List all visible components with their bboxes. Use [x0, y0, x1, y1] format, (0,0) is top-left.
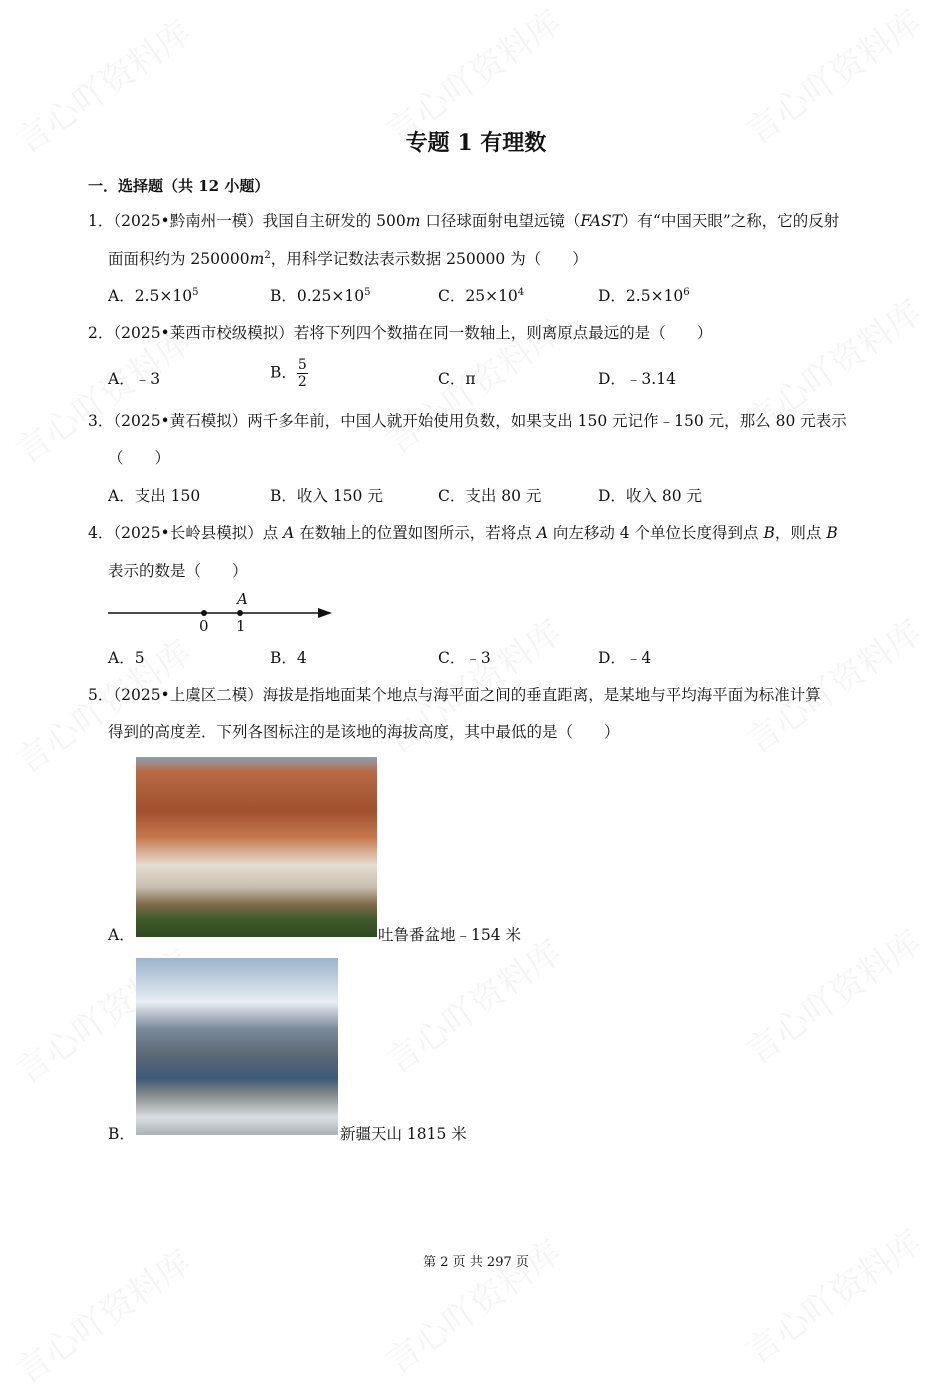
- tick-label-1: 1: [236, 617, 246, 635]
- option-b[interactable]: B． 新疆天山 1815 米: [108, 1125, 467, 1143]
- option-c[interactable]: C．$25\times 10^4$: [438, 287, 525, 305]
- number-line: [106, 592, 336, 636]
- question-1-line-1: 1．（2025•黔南州一模）我国自主研发的 500m 口径球面射电望远镜（FAST）有“中国天眼”之称，它的反射: [88, 212, 840, 230]
- tianshan-mountain-image: [136, 958, 338, 1135]
- option-a[interactable]: A．支出 150: [108, 487, 201, 505]
- option-d[interactable]: D．﹣3.14: [598, 370, 676, 388]
- section-heading: 一．选择题（共 12 小题）: [88, 177, 270, 195]
- option-b[interactable]: B．4: [270, 649, 307, 667]
- point-label-a: A: [237, 590, 248, 608]
- watermark: [374, 926, 569, 1083]
- option-b[interactable]: B．收入 150 元: [270, 487, 383, 505]
- question-4-line-1: 4．（2025•长岭县模拟）点 A 在数轴上的位置如图所示，若将点 A 向左移动 4 个单位长度得到点 B，则点 B: [88, 524, 838, 542]
- option-a[interactable]: A． 吐鲁番盆地﹣154 米: [108, 926, 522, 944]
- option-a[interactable]: A．﹣3: [108, 370, 161, 388]
- option-b[interactable]: B． $\frac{5}{2}$: [270, 357, 307, 390]
- option-d[interactable]: D．$2.5\times 10^6$: [598, 287, 690, 305]
- watermark: [734, 1216, 929, 1373]
- watermark: [734, 916, 929, 1073]
- option-c[interactable]: C．π: [438, 370, 476, 388]
- question-1-line-2: 面面积约为 $250000m^2$，用科学记数法表示数据 250000 为（ ）: [108, 250, 588, 268]
- question-3-line-1: 3．（2025•黄石模拟）两千多年前，中国人就开始使用负数，如果支出 150 元记作﹣150 元，那么 80 元表示: [88, 412, 847, 430]
- option-a[interactable]: A．5: [108, 649, 145, 667]
- fraction: $\frac{5}{2}$: [297, 357, 307, 390]
- tick-label-0: 0: [199, 617, 209, 635]
- question-5-line-2: 得到的高度差．下列各图标注的是该地的海拔高度，其中最低的是（ ）: [108, 723, 620, 741]
- page-title: 专题 1 有理数: [405, 130, 547, 156]
- option-d[interactable]: D．﹣4: [598, 649, 652, 667]
- question-5-line-1: 5．（2025•上虞区二模）海拔是指地面某个地点与海平面之间的垂直距离，是某地与平均海平面为标准计算: [88, 686, 821, 704]
- option-c[interactable]: C．﹣3: [438, 649, 491, 667]
- arrow-icon: [318, 608, 332, 618]
- turpan-basin-image: [136, 757, 377, 937]
- option-d[interactable]: D．收入 80 元: [598, 487, 703, 505]
- watermark: [374, 1226, 569, 1383]
- option-b[interactable]: B．$0.25\times 10^5$: [270, 287, 371, 305]
- option-c[interactable]: C．支出 80 元: [438, 487, 542, 505]
- option-a[interactable]: A．$2.5\times 10^5$: [108, 287, 199, 305]
- question-2-line-1: 2．（2025•莱西市校级模拟）若将下列四个数描在同一数轴上，则离原点最远的是（ ）: [88, 324, 713, 342]
- question-4-line-2: 表示的数是（ ）: [108, 562, 248, 580]
- question-3-line-2: （ ）: [108, 449, 171, 467]
- page-footer: 第 2 页 共 297 页: [423, 1255, 529, 1270]
